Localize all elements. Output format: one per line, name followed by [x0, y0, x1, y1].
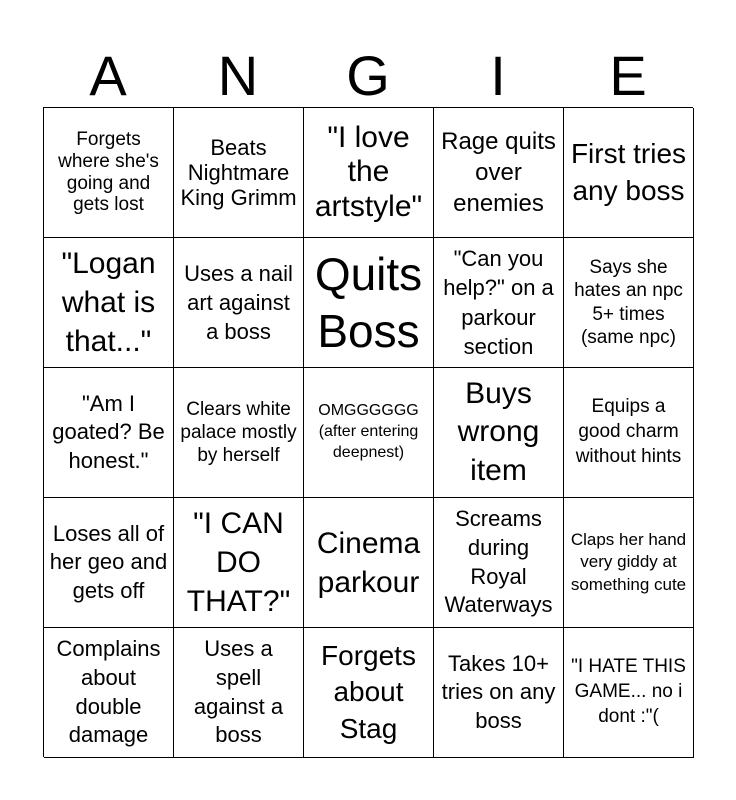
bingo-cell[interactable] [174, 368, 304, 498]
bingo-cell-text: Forgets about Stag [321, 639, 416, 744]
bingo-cell-text: "I CAN DO THAT?" [186, 507, 291, 618]
bingo-cell[interactable] [44, 368, 174, 498]
bingo-cell-text: Rage quits over enemies [441, 127, 556, 218]
bingo-cell-text: Buys wrong item [457, 376, 540, 487]
title-letter-i: I [490, 44, 506, 107]
bingo-cell[interactable] [44, 498, 174, 628]
bingo-cell-text: "Am I goated? Be honest." [52, 390, 165, 473]
bingo-cell[interactable] [174, 238, 304, 368]
bingo-cell-text: Uses a nail art against a boss [184, 260, 293, 345]
bingo-cell-text: "Logan what is that..." [61, 247, 156, 358]
bingo-cell[interactable] [304, 368, 434, 498]
bingo-cell[interactable] [304, 238, 434, 368]
bingo-cell-text: Equips a good charm without hints [575, 396, 682, 467]
bingo-cell[interactable] [174, 628, 304, 758]
bingo-cell[interactable] [304, 498, 434, 628]
bingo-cell-text: "I HATE THIS GAME... no i dont :"( [571, 656, 686, 727]
bingo-cell-text: Forgets where she's going and gets lost [58, 129, 159, 216]
bingo-grid [43, 107, 693, 757]
bingo-cell[interactable] [434, 368, 564, 498]
bingo-cell-text: Clears white palace mostly by herself [180, 398, 297, 467]
bingo-cell-text: "Can you help?" on a parkour section [443, 246, 554, 359]
bingo-cell-text: First tries any boss [570, 138, 687, 206]
bingo-cell[interactable] [44, 108, 174, 238]
title-letter-a: A [89, 44, 127, 107]
bingo-cell[interactable] [44, 628, 174, 758]
bingo-cell[interactable] [304, 628, 434, 758]
bingo-cell-text: Loses all of her geo and gets off [49, 520, 168, 603]
bingo-cell-text: Screams during Royal Waterways [444, 506, 553, 618]
bingo-cell[interactable] [174, 498, 304, 628]
bingo-cell[interactable] [564, 238, 694, 368]
bingo-cell-text: Beats Nightmare King Grimm [180, 134, 297, 211]
bingo-cell[interactable] [564, 498, 694, 628]
bingo-cell[interactable] [304, 108, 434, 238]
bingo-cell[interactable] [564, 368, 694, 498]
bingo-cell-text: Takes 10+ tries on any boss [441, 650, 556, 733]
bingo-cell[interactable] [174, 108, 304, 238]
bingo-title [43, 44, 693, 108]
bingo-cell-text: Complains about double damage [56, 636, 161, 748]
bingo-cell-text: OMGGGGGG (after entering deepnest) [318, 402, 419, 461]
bingo-cell-text: Quits Boss [314, 248, 423, 357]
bingo-cell-text: Cinema parkour [316, 526, 421, 599]
bingo-cell[interactable] [434, 498, 564, 628]
title-letter-g: G [346, 44, 390, 107]
bingo-cell-text: Claps her hand very giddy at something cute [570, 530, 687, 594]
title-letter-e: E [609, 44, 647, 107]
bingo-cell[interactable] [44, 238, 174, 368]
bingo-cell[interactable] [564, 108, 694, 238]
bingo-cell-text: Uses a spell against a boss [193, 636, 284, 748]
bingo-cell[interactable] [434, 238, 564, 368]
bingo-cell[interactable] [434, 628, 564, 758]
bingo-cell-text: "I love the artstyle" [314, 121, 423, 223]
bingo-cell[interactable] [434, 108, 564, 238]
bingo-cell-text: Says she hates an npc 5+ times (same npc) [574, 257, 683, 348]
bingo-cell[interactable] [564, 628, 694, 758]
title-letter-n: N [217, 44, 259, 107]
